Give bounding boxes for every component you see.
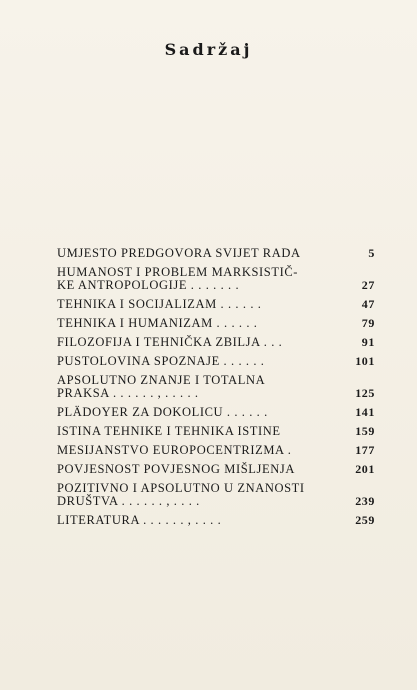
table-of-contents [57, 247, 375, 533]
toc-entry-page: 125 [355, 386, 375, 400]
toc-entry [57, 406, 375, 419]
toc-entry-label: PLÄDOYER ZA DOKOLICU . . . . . . [57, 405, 268, 419]
toc-entry-page: 91 [361, 335, 375, 349]
toc-entry-label: MESIJANSTVO EUROPOCENTRIZMA . [57, 443, 292, 457]
toc-entry-label: POZITIVNO I APSOLUTNO U ZNANOSTI DRUŠTVA . . . . . . , . . . . [57, 481, 305, 508]
toc-entry-page: 27 [361, 278, 375, 292]
toc-entry-page: 141 [355, 405, 375, 419]
toc-entry [57, 374, 375, 400]
toc-entry-page: 101 [355, 354, 375, 368]
toc-entry [57, 425, 375, 438]
toc-entry-page: 201 [355, 462, 375, 476]
toc-entry [57, 336, 375, 349]
toc-entry [57, 514, 375, 527]
toc-entry-page: 259 [355, 513, 375, 527]
toc-entry-label: UMJESTO PREDGOVORA SVIJET RADA [57, 246, 301, 260]
toc-entry-label: TEHNIKA I SOCIJALIZAM . . . . . . [57, 297, 262, 311]
toc-entry-page: 177 [355, 443, 375, 457]
toc-entry [57, 355, 375, 368]
toc-entry-page: 239 [355, 494, 375, 508]
toc-entry-label: APSOLUTNO ZNANJE I TOTALNA PRAKSA . . . . . . , . . . . . [57, 373, 266, 400]
toc-entry-page: 5 [368, 246, 375, 260]
toc-entry [57, 298, 375, 311]
toc-entry [57, 463, 375, 476]
toc-entry-label: LITERATURA . . . . . . , . . . . [57, 513, 222, 527]
page-title: Sadržaj [164, 40, 253, 59]
toc-entry-page: 159 [355, 424, 375, 438]
toc-entry-page: 79 [361, 316, 375, 330]
toc-entry-label: ISTINA TEHNIKE I TEHNIKA ISTINE [57, 424, 281, 438]
toc-entry [57, 444, 375, 457]
toc-entry [57, 247, 375, 260]
toc-entry [57, 266, 375, 292]
toc-entry-label: PUSTOLOVINA SPOZNAJE . . . . . . [57, 354, 265, 368]
toc-entry-label: HUMANOST I PROBLEM MARKSISTIČ- KE ANTROPOLOGIJE . . . . . . . [57, 265, 299, 292]
toc-entry-label: TEHNIKA I HUMANIZAM . . . . . . [57, 316, 258, 330]
toc-entry-label: POVJESNOST POVJESNOG MIŠLJENJA [57, 462, 295, 476]
toc-entry [57, 317, 375, 330]
toc-entry-page: 47 [361, 297, 375, 311]
toc-entry [57, 482, 375, 508]
toc-entry-label: FILOZOFIJA I TEHNIČKA ZBILJA . . . [57, 335, 283, 349]
